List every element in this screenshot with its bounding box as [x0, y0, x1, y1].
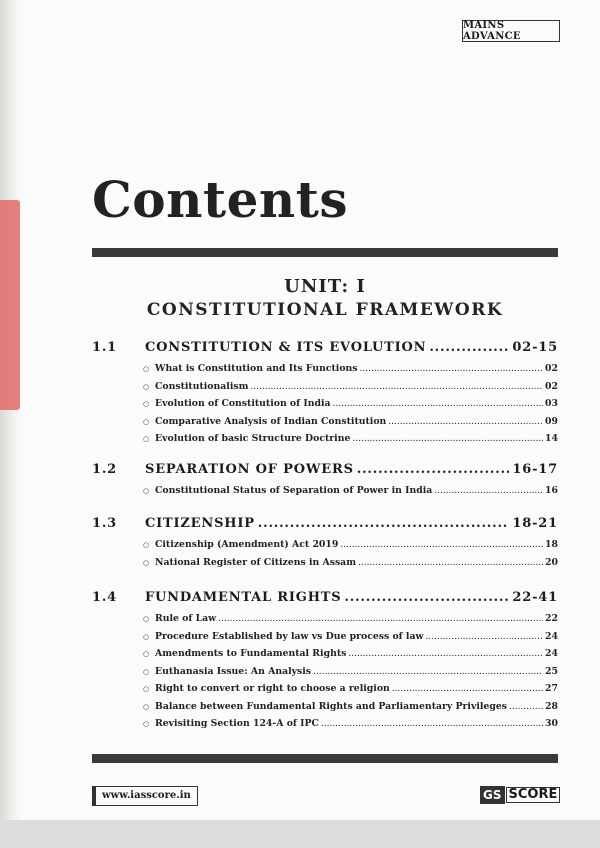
toc-item-page: 24: [545, 630, 558, 642]
section-heading[interactable]: [92, 340, 558, 362]
section-number: 1.1: [92, 340, 118, 355]
toc-item-label: National Register of Citizens in Assam: [155, 556, 357, 568]
toc-item-page: 25: [545, 665, 558, 677]
toc-section: [92, 516, 558, 574]
dot-leader: [258, 516, 510, 531]
unit-name: CONSTITUTIONAL FRAMEWORK: [146, 300, 504, 320]
toc-item-page: 30: [545, 718, 558, 729]
spine-tab: [0, 200, 20, 410]
toc-item[interactable]: [143, 631, 558, 649]
dot-leader: [250, 382, 543, 392]
section-number: 1.2: [92, 462, 118, 477]
toc-item-label: Balance between Fundamental Rights and Parliamentary Privileges: [155, 700, 507, 712]
mains-advance-badge: MAINS ADVANCE: [462, 20, 560, 42]
toc-section: [92, 340, 558, 451]
toc-item[interactable]: [143, 398, 558, 416]
toc-item-label: Revisiting Section 124-A of IPC: [155, 718, 319, 729]
dot-leader: [434, 486, 543, 496]
circle-bullet-icon: ○: [143, 541, 150, 549]
gs-score-logo: [480, 786, 560, 804]
toc-item[interactable]: [143, 381, 558, 399]
unit-label: UNIT: I: [284, 276, 366, 297]
dot-leader: [352, 434, 543, 444]
dot-leader: [357, 462, 510, 477]
dot-leader: [392, 684, 543, 694]
toc-item-page: 02: [545, 380, 558, 392]
toc-item-page: 18: [545, 539, 558, 550]
toc-item-label: Evolution of basic Structure Doctrine: [155, 433, 351, 444]
circle-bullet-icon: ○: [143, 702, 150, 711]
dot-leader: [313, 667, 543, 677]
section-heading[interactable]: [92, 516, 558, 538]
toc-item-page: 03: [545, 398, 558, 409]
toc-item-label: Right to convert or right to choose a religion: [155, 683, 390, 694]
toc-item-page: 09: [545, 415, 558, 427]
dot-leader: [344, 590, 509, 605]
toc-section: [92, 462, 558, 503]
toc-item[interactable]: [143, 683, 558, 701]
page-edge: [0, 820, 600, 848]
toc-item-label: Constitutional Status of Separation of Power in India: [155, 485, 433, 496]
section-title: CONSTITUTION & ITS EVOLUTION: [145, 340, 427, 355]
toc-item[interactable]: [143, 557, 558, 575]
dot-leader: [429, 340, 509, 355]
toc-item[interactable]: [143, 416, 558, 434]
website-link[interactable]: www.iasscore.in: [92, 786, 198, 806]
dot-leader: [360, 364, 544, 374]
circle-bullet-icon: ○: [143, 650, 150, 658]
toc-item-page: 27: [545, 683, 558, 694]
book-spine: [0, 0, 22, 848]
section-pages: 02-15: [512, 340, 558, 355]
circle-bullet-icon: ○: [143, 365, 150, 373]
section-heading[interactable]: [92, 590, 558, 612]
toc-item[interactable]: [143, 363, 558, 381]
circle-bullet-icon: ○: [143, 720, 150, 728]
toc-item-page: 14: [545, 433, 558, 444]
dot-leader: [340, 540, 543, 550]
toc-item-label: Comparative Analysis of Indian Constitution: [155, 415, 387, 427]
toc-item-label: What is Constitution and Its Functions: [155, 363, 358, 374]
toc-item[interactable]: [143, 613, 558, 631]
toc-item[interactable]: [143, 666, 558, 684]
toc-item-page: 16: [545, 485, 558, 496]
logo-gs: GS: [480, 786, 505, 804]
circle-bullet-icon: ○: [143, 487, 150, 495]
circle-bullet-icon: ○: [143, 558, 150, 567]
section-title: CITIZENSHIP: [145, 516, 255, 531]
section-title: SEPARATION OF POWERS: [145, 462, 354, 477]
toc-item-label: Rule of Law: [155, 613, 217, 624]
dot-leader: [388, 417, 543, 427]
circle-bullet-icon: ○: [143, 417, 150, 426]
circle-bullet-icon: ○: [143, 382, 150, 391]
section-heading[interactable]: [92, 462, 558, 484]
top-rule: [92, 248, 558, 257]
bottom-rule: [92, 754, 558, 763]
section-title: FUNDAMENTAL RIGHTS: [145, 590, 342, 605]
circle-bullet-icon: ○: [143, 400, 150, 408]
toc-item[interactable]: [143, 485, 558, 503]
toc-item[interactable]: [143, 648, 558, 666]
toc-item-page: 02: [545, 363, 558, 374]
dot-leader: [333, 399, 544, 409]
toc-section: [92, 590, 558, 736]
circle-bullet-icon: ○: [143, 667, 150, 676]
dot-leader: [425, 632, 543, 642]
toc-item[interactable]: [143, 433, 558, 451]
section-number: 1.4: [92, 590, 118, 605]
section-pages: 16-17: [512, 462, 558, 477]
dot-leader: [218, 614, 543, 624]
toc-item-page: 24: [545, 648, 558, 659]
toc-item[interactable]: [143, 539, 558, 557]
dot-leader: [321, 719, 543, 729]
section-number: 1.3: [92, 516, 118, 531]
toc-item-label: Euthanasia Issue: An Analysis: [155, 665, 312, 677]
toc-item-label: Constitutionalism: [155, 380, 249, 392]
toc-item[interactable]: [143, 701, 558, 719]
section-pages: 22-41: [512, 590, 558, 605]
toc-item-label: Citizenship (Amendment) Act 2019: [155, 539, 339, 550]
toc-item-label: Evolution of Constitution of India: [155, 398, 331, 409]
toc-item[interactable]: [143, 718, 558, 736]
dot-leader: [509, 702, 543, 712]
circle-bullet-icon: ○: [143, 435, 150, 443]
circle-bullet-icon: ○: [143, 615, 150, 623]
section-pages: 18-21: [512, 516, 558, 531]
toc-item-label: Amendments to Fundamental Rights: [155, 648, 347, 659]
page-title: Contents: [92, 170, 349, 229]
toc-item-label: Procedure Established by law vs Due process of law: [155, 630, 424, 642]
circle-bullet-icon: ○: [143, 685, 150, 693]
toc-item-page: 20: [545, 556, 558, 568]
toc-item-page: 28: [545, 700, 558, 712]
toc-item-page: 22: [545, 613, 558, 624]
dot-leader: [348, 649, 543, 659]
dot-leader: [358, 558, 543, 568]
circle-bullet-icon: ○: [143, 632, 150, 641]
logo-score: SCORE: [506, 787, 561, 803]
